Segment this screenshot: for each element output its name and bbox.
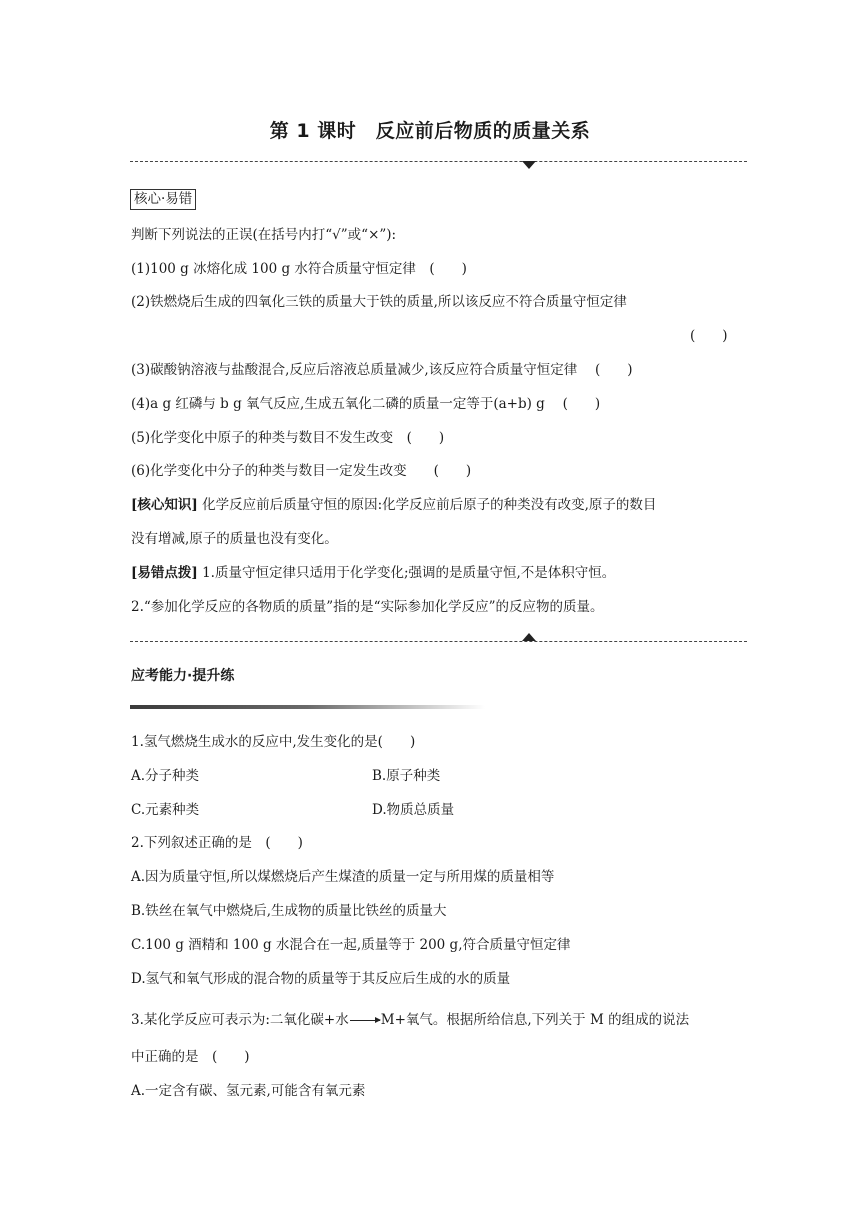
q3-stem-line-2: 中正确的是 ( ) xyxy=(131,1049,250,1065)
page-title: 第 1 课时 反应前后物质的质量关系 xyxy=(269,120,591,142)
error-tip-label: [易错点拨] xyxy=(131,565,198,581)
q1-option-a: A.分子种类 xyxy=(131,768,200,784)
core-knowledge-label: [核心知识] xyxy=(131,497,198,513)
error-tip-line-2: 2.“参加化学反应的各物质的质量”指的是“实际参加化学反应”的反应物的质量。 xyxy=(131,599,604,615)
q2-stem: 2.下列叙述正确的是 ( ) xyxy=(131,835,303,851)
q3-stem-after: M+氧气。根据所给信息,下列关于 M 的组成的说法 xyxy=(380,1012,690,1028)
q1-option-d: D.物质总质量 xyxy=(372,802,455,818)
judge-item-1: (1)100 g 冰熔化成 100 g 水符合质量守恒定律 ( ) xyxy=(131,261,467,277)
judge-item-5: (5)化学变化中原子的种类与数目不发生改变 ( ) xyxy=(131,430,445,446)
q3-stem-line-1 xyxy=(131,1011,689,1029)
core-knowledge-line-2: 没有增减,原子的质量也没有变化。 xyxy=(131,531,338,547)
section-underline xyxy=(130,705,485,709)
error-tip-line-1 xyxy=(131,564,615,582)
q3-stem-before: 3.某化学反应可表示为:二氧化碳+水 xyxy=(131,1012,349,1028)
q2-option-a: A.因为质量守恒,所以煤燃烧后产生煤渣的质量一定与所用煤的质量相等 xyxy=(131,869,555,885)
judge-item-2-bracket: ( ) xyxy=(690,328,728,344)
judge-item-3: (3)碳酸钠溶液与盐酸混合,反应后溶液总质量减少,该反应符合质量守恒定律 ( ) xyxy=(131,362,633,378)
q3-option-a: A.一定含有碳、氢元素,可能含有氧元素 xyxy=(131,1083,366,1099)
q1-stem: 1.氢气燃烧生成水的反应中,发生变化的是( ) xyxy=(131,734,416,750)
judge-item-4: (4)a g 红磷与 b g 氧气反应,生成五氧化二磷的质量一定等于(a+b) g ( ) xyxy=(131,396,601,412)
triangle-down-icon xyxy=(522,161,536,169)
reaction-arrow-icon xyxy=(350,1020,380,1021)
q2-option-c: C.100 g 酒精和 100 g 水混合在一起,质量等于 200 g,符合质量守恒定律 xyxy=(131,937,571,953)
q1-option-c: C.元素种类 xyxy=(131,802,200,818)
judge-item-2: (2)铁燃烧后生成的四氧化三铁的质量大于铁的质量,所以该反应不符合质量守恒定律 xyxy=(131,294,627,310)
q2-option-d: D.氢气和氧气形成的混合物的质量等于其反应后生成的水的质量 xyxy=(131,971,511,987)
core-knowledge-text: 化学反应前后质量守恒的原因:化学反应前后原子的种类没有改变,原子的数目 xyxy=(197,497,657,513)
bottom-divider xyxy=(130,641,747,642)
error-tip-text: 1.质量守恒定律只适用于化学变化;强调的是质量守恒,不是体积守恒。 xyxy=(197,565,616,581)
section-title: 应考能力·提升练 xyxy=(131,668,235,684)
core-knowledge-line-1 xyxy=(131,496,656,514)
core-error-tag: 核心·易错 xyxy=(130,189,196,210)
judge-item-6: (6)化学变化中分子的种类与数目一定发生改变 ( ) xyxy=(131,463,472,479)
top-divider xyxy=(130,161,747,162)
q2-option-b: B.铁丝在氧气中燃烧后,生成物的质量比铁丝的质量大 xyxy=(131,903,447,919)
q1-option-b: B.原子种类 xyxy=(372,768,441,784)
triangle-up-icon xyxy=(522,633,536,641)
intro-text: 判断下列说法的正误(在括号内打“√”或“×”): xyxy=(131,227,397,243)
